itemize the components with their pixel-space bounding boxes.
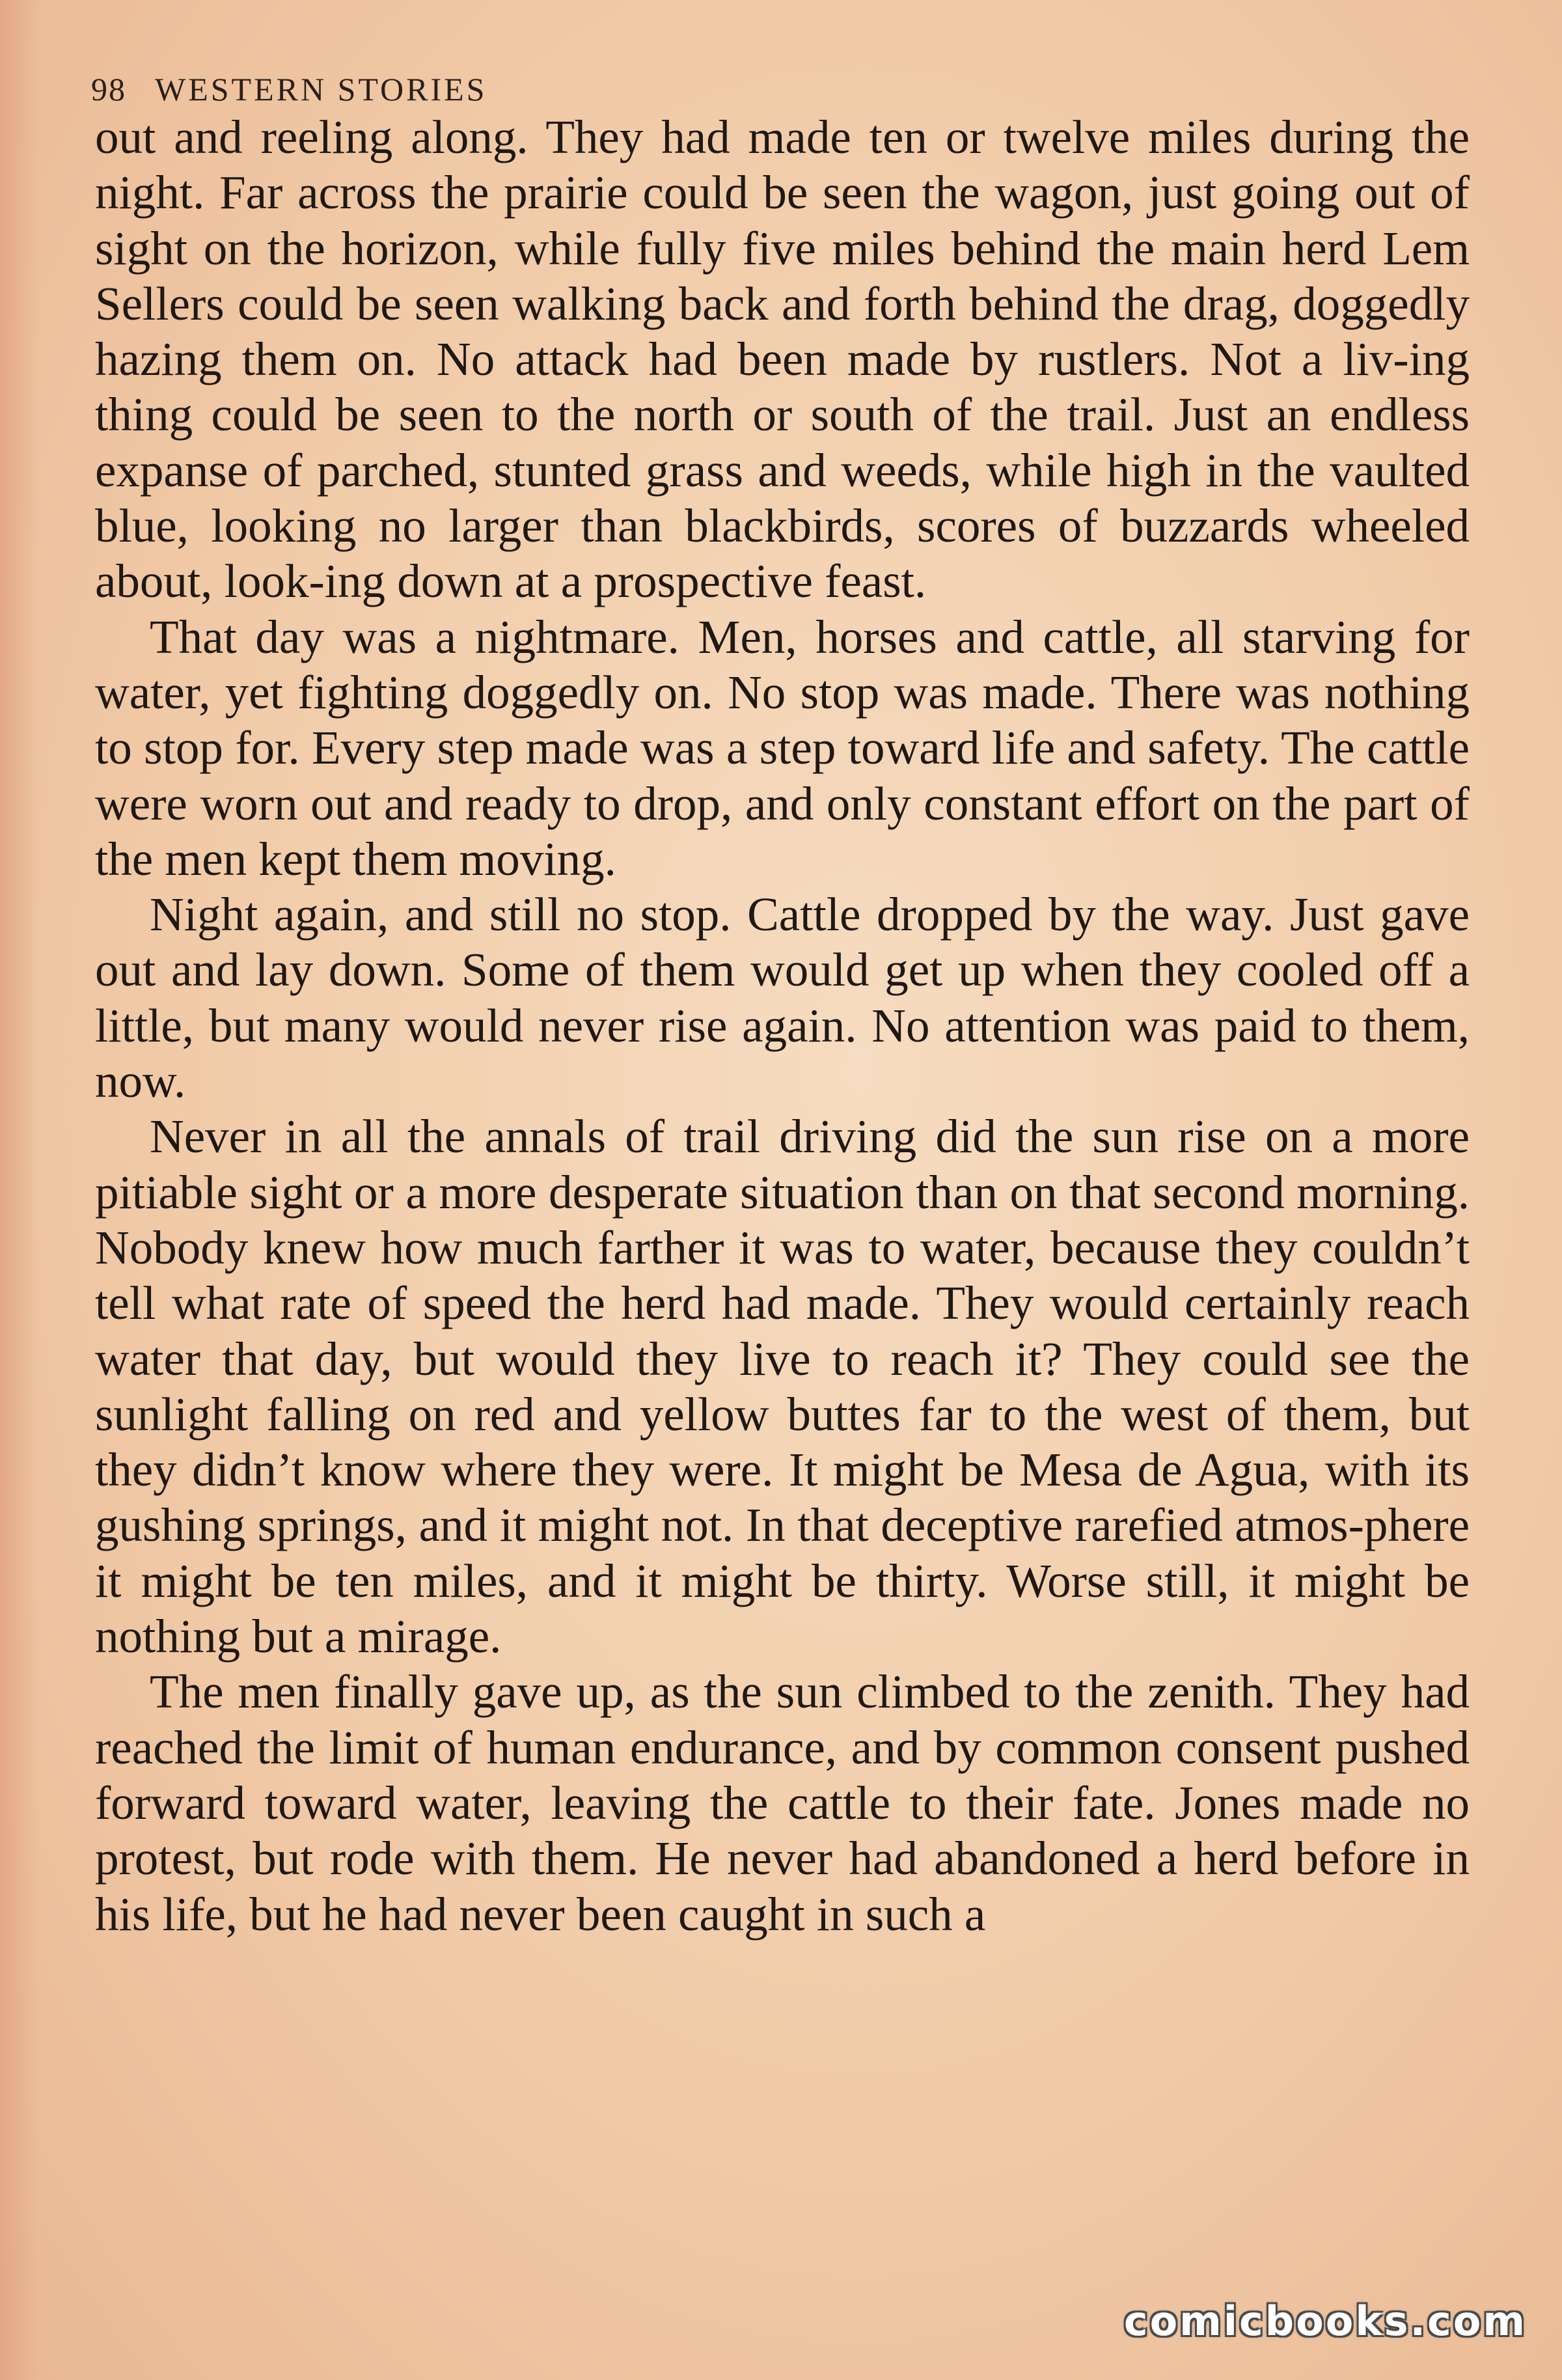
page-number: 98 bbox=[91, 71, 126, 107]
running-head bbox=[91, 70, 487, 108]
paragraph: Never in all the annals of trail driving did the sun rise on a more pitiable sight or a more desperate situation than on that second morning. Nobody knew how much farther it was to water, because they couldn’t tell what rate of speed the herd had made. They would certainly reach water that day, but would they live to reach it? They could see the sunlight falling on red and yellow buttes far to the west of them, but they didn’t know where they were. It might be Mesa de Agua, with its gushing springs, and it might not. In that deceptive rarefied atmos-phere it might be ten miles, and it might be thirty. Worse still, it might be nothing but a mirage. bbox=[95, 1110, 1470, 1663]
paragraph: That day was a nightmare. Men, horses and cattle, all starving for water, yet fighting doggedly on. No stop was made. There was nothing to stop for. Every step made was a step toward life and safety. The cattle were worn out and ready to drop, and only constant effort on the part of the men kept them moving. bbox=[95, 610, 1470, 885]
paragraph-continued: out and reeling along. They had made ten or twelve miles during the night. Far across the prairie could be seen the wagon, just going out of sight on the horizon, while fully five miles behind the main herd Lem Sellers could be seen walking back and forth behind the drag, doggedly hazing them on. No attack had been made by rustlers. Not a liv-ing thing could be seen to the north or south of the trail. Just an endless expanse of parched, stunted grass and weeds, while high in the vaulted blue, looking no larger than blackbirds, scores of buzzards wheeled about, look-ing down at a prospective feast. bbox=[95, 111, 1470, 608]
paragraph: The men finally gave up, as the sun climbed to the zenith. They had reached the limit of human endurance, and by common consent pushed forward toward water, leaving the cattle to their fate. Jones made no protest, but rode with them. He never had abandoned a herd before in his life, but he had never been caught in such a bbox=[95, 1665, 1470, 1941]
running-title: WESTERN STORIES bbox=[155, 71, 487, 107]
paragraph: Night again, and still no stop. Cattle dropped by the way. Just gave out and lay down. Some of them would get up when they cooled off a little, but many would never rise again. No attention was paid to them, now. bbox=[95, 888, 1470, 1108]
body-text bbox=[95, 109, 1470, 1942]
watermark: comicbooks.com bbox=[1123, 2297, 1527, 2345]
page-edge-shadow bbox=[0, 0, 39, 2380]
